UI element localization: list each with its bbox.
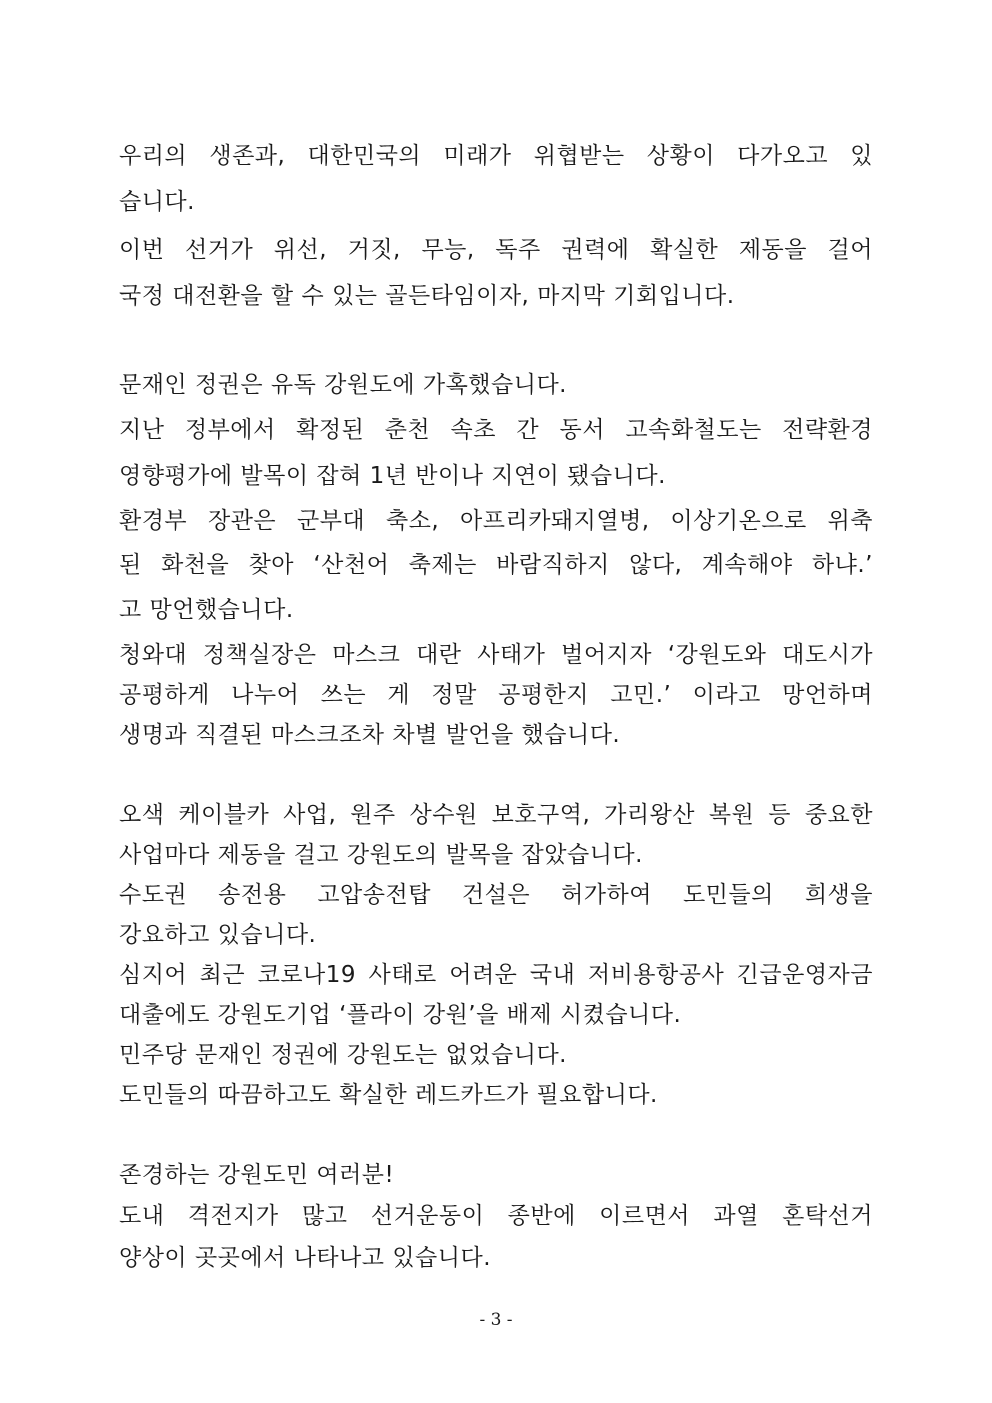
text-line: 영향평가에 발목이 잡혀 1년 반이나 지연이 됐습니다. [119,463,666,489]
text-line: 사업마다 제동을 걸고 강원도의 발목을 잡았습니다. [119,842,643,868]
text-line: 환경부 장관은 군부대 축소, 아프리카돼지열병, 이상기온으로 위축 [119,508,873,534]
text-line: 된 화천을 찾아 ‘산천어 축제는 바람직하지 않다, 계속해야 하냐.’ [119,552,873,578]
text-line: 공평하게 나누어 쓰는 게 정말 공평한지 고민.’ 이라고 망언하며 [119,682,873,708]
text-line: 문재인 정권은 유독 강원도에 가혹했습니다. [119,372,567,398]
text-line: 강요하고 있습니다. [119,922,317,948]
text-line: 습니다. [119,189,195,215]
text-line: 국정 대전환을 할 수 있는 골든타임이자, 마지막 기회입니다. [119,283,735,309]
text-line: 민주당 문재인 정권에 강원도는 없었습니다. [119,1042,567,1068]
text-line: 수도권 송전용 고압송전탑 건설은 허가하여 도민들의 희생을 [119,882,873,908]
text-line: 양상이 곳곳에서 나타나고 있습니다. [119,1245,492,1271]
text-line: 지난 정부에서 확정된 춘천 속초 간 동서 고속화철도는 전략환경 [119,417,873,443]
text-line: 이번 선거가 위선, 거짓, 무능, 독주 권력에 확실한 제동을 걸어 [119,237,873,263]
page-number: - 3 - [479,1310,513,1330]
text-line: 심지어 최근 코로나19 사태로 어려운 국내 저비용항공사 긴급운영자금 [119,962,873,988]
text-line: 오색 케이블카 사업, 원주 상수원 보호구역, 가리왕산 복원 등 중요한 [119,802,873,828]
text-line: 청와대 정책실장은 마스크 대란 사태가 벌어지자 ‘강원도와 대도시가 [119,642,873,668]
text-line: 도민들의 따끔하고도 확실한 레드카드가 필요합니다. [119,1082,658,1108]
text-line: 우리의 생존과, 대한민국의 미래가 위협받는 상황이 다가오고 있 [119,143,873,169]
text-line: 존경하는 강원도민 여러분! [119,1162,395,1188]
text-line: 대출에도 강원도기업 ‘플라이 강원’을 배제 시켰습니다. [119,1002,682,1028]
text-line: 고 망언했습니다. [119,597,294,623]
text-line: 생명과 직결된 마스크조차 차별 발언을 했습니다. [119,722,621,748]
text-line: 도내 격전지가 많고 선거운동이 종반에 이르면서 과열 혼탁선거 [119,1203,873,1229]
